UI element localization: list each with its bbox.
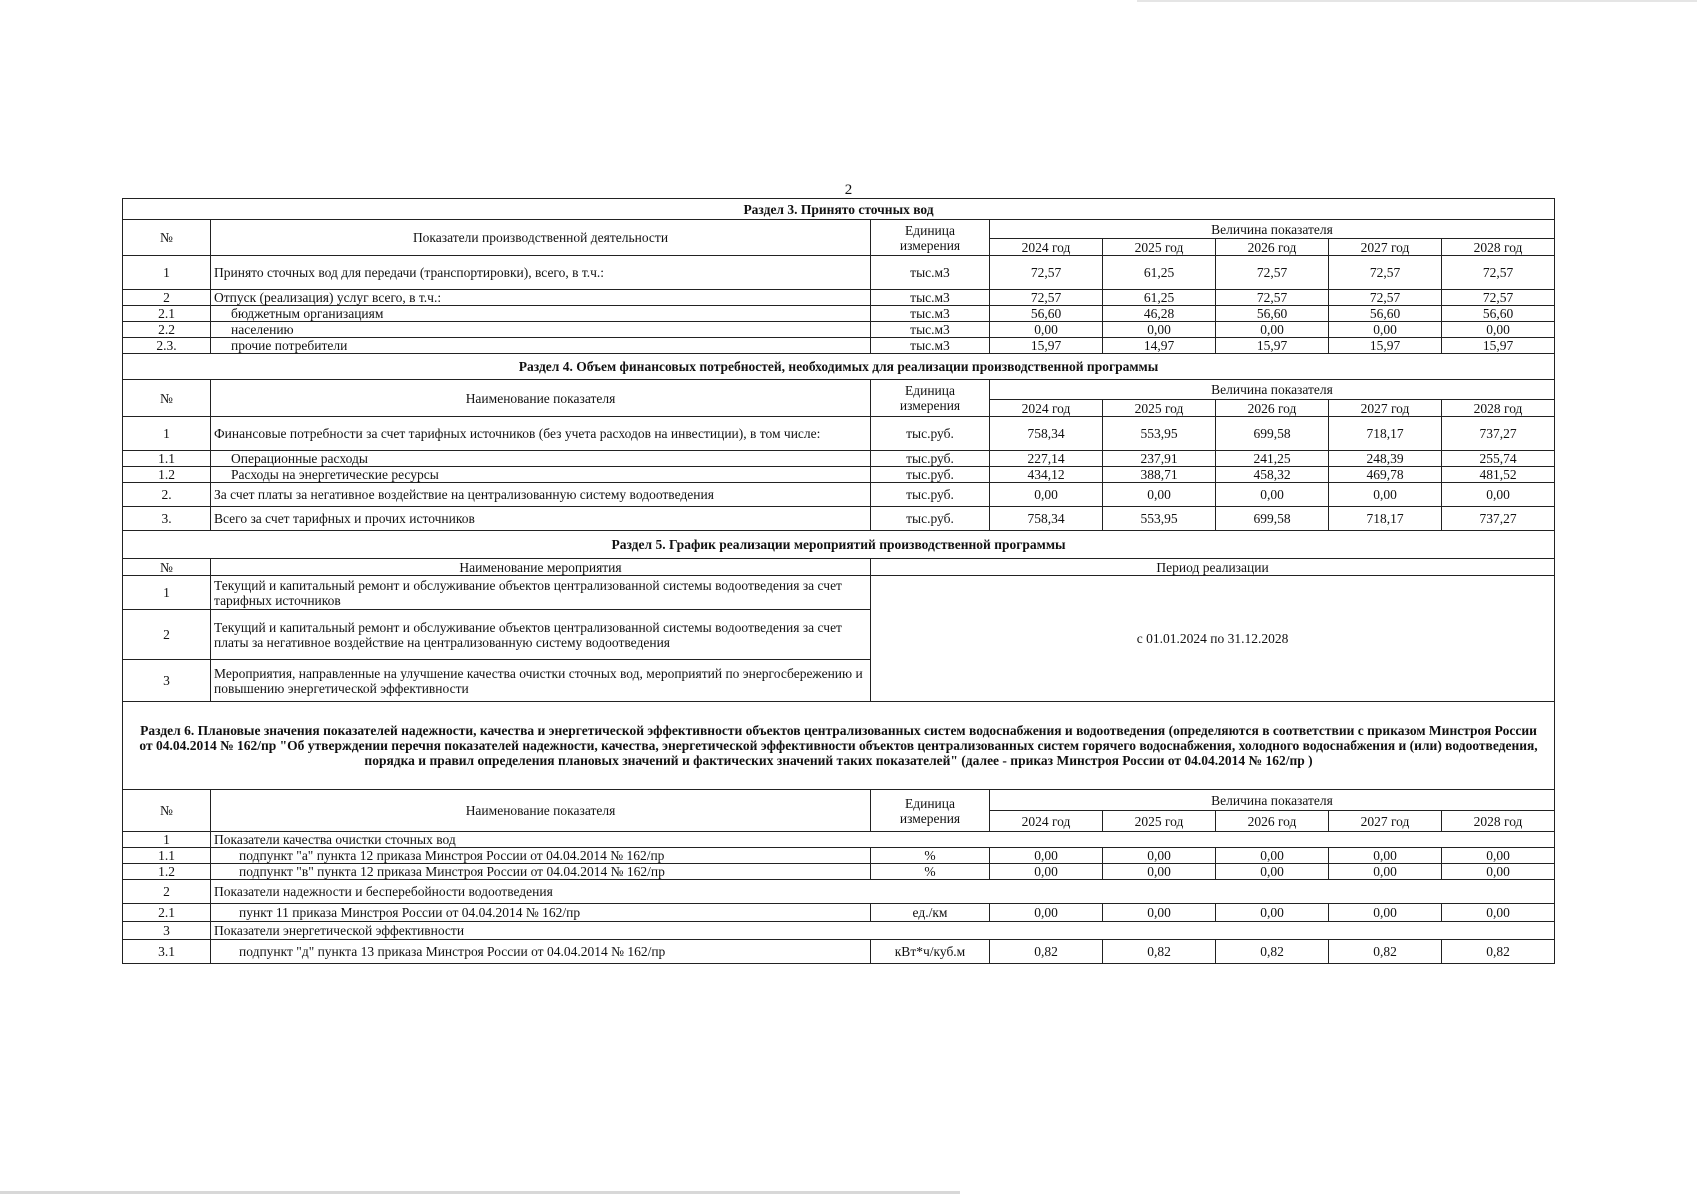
row-value: 248,39 bbox=[1329, 451, 1442, 467]
row-value: 0,00 bbox=[990, 904, 1103, 922]
column-header-year: 2024 год bbox=[990, 400, 1103, 417]
row-value: 56,60 bbox=[990, 306, 1103, 322]
row-value: 0,00 bbox=[1329, 864, 1442, 880]
row-value: 72,57 bbox=[990, 256, 1103, 290]
column-header-year: 2024 год bbox=[990, 811, 1103, 832]
row-value: 718,17 bbox=[1329, 507, 1442, 531]
table-row bbox=[123, 848, 1555, 864]
row-unit: тыс.руб. bbox=[871, 483, 990, 507]
s6-title: Раздел 6. Плановые значения показателей надежности, качества и энергетической эффективности объектов централизованных систем водоснабжения и водоотведения (определяются в соответствии с приказом Минстроя России от 04.04.2014 № 162/пр "Об утверждении перечня показателей надежности, качества, энергетической эффективности объектов централизованных систем горячего водоснабжения, холодного водоснабжения и (или) водоотведения, порядка и правил определения плановых значений и фактических значений таких показателей" (далее - приказ Минстроя России от 04.04.2014 № 162/пр ) bbox=[123, 702, 1555, 790]
table-row bbox=[123, 417, 1555, 451]
row-unit: тыс.м3 bbox=[871, 256, 990, 290]
row-value: 255,74 bbox=[1442, 451, 1555, 467]
row-number: 3.1 bbox=[123, 940, 211, 964]
column-header-year: 2028 год bbox=[1442, 400, 1555, 417]
column-header-year: 2025 год bbox=[1103, 239, 1216, 256]
row-value: 0,00 bbox=[1216, 322, 1329, 338]
row-number: 2 bbox=[123, 880, 211, 904]
table-body bbox=[123, 199, 1555, 964]
column-header-year: 2027 год bbox=[1329, 811, 1442, 832]
group-heading: Показатели качества очистки сточных вод bbox=[211, 832, 1555, 848]
row-name: Расходы на энергетические ресурсы bbox=[211, 467, 871, 483]
column-header-year: 2028 год bbox=[1442, 239, 1555, 256]
row-name: Операционные расходы bbox=[211, 451, 871, 467]
row-name: бюджетным организациям bbox=[211, 306, 871, 322]
row-value: 699,58 bbox=[1216, 417, 1329, 451]
row-value: 72,57 bbox=[1216, 256, 1329, 290]
row-number: 1.1 bbox=[123, 848, 211, 864]
row-number: 2 bbox=[123, 610, 211, 660]
table-row bbox=[123, 922, 1555, 940]
row-number: 3. bbox=[123, 507, 211, 531]
row-value: 56,60 bbox=[1329, 306, 1442, 322]
row-value: 0,82 bbox=[1103, 940, 1216, 964]
row-unit: % bbox=[871, 864, 990, 880]
table-row bbox=[123, 507, 1555, 531]
s4-header-row bbox=[123, 380, 1555, 400]
production-program-table bbox=[122, 198, 1555, 964]
row-number: 2.1 bbox=[123, 306, 211, 322]
row-name: Всего за счет тарифных и прочих источников bbox=[211, 507, 871, 531]
row-value: 72,57 bbox=[1329, 290, 1442, 306]
column-header-name: Наименование показателя bbox=[211, 380, 871, 417]
row-unit: тыс.руб. bbox=[871, 467, 990, 483]
row-value: 0,00 bbox=[1329, 848, 1442, 864]
table-row bbox=[123, 904, 1555, 922]
row-value: 737,27 bbox=[1442, 507, 1555, 531]
row-name: подпункт "д" пункта 13 приказа Минстроя России от 04.04.2014 № 162/пр bbox=[211, 940, 871, 964]
row-name: населению bbox=[211, 322, 871, 338]
row-value: 72,57 bbox=[1442, 290, 1555, 306]
row-value: 0,00 bbox=[990, 864, 1103, 880]
implementation-period: с 01.01.2024 по 31.12.2028 bbox=[871, 576, 1555, 702]
row-value: 481,52 bbox=[1442, 467, 1555, 483]
column-header-year: 2026 год bbox=[1216, 239, 1329, 256]
row-name: Отпуск (реализация) услуг всего, в т.ч.: bbox=[211, 290, 871, 306]
row-value: 0,00 bbox=[990, 483, 1103, 507]
column-header-name: Наименование показателя bbox=[211, 790, 871, 832]
column-header-name: Наименование мероприятия bbox=[211, 559, 871, 576]
row-value: 758,34 bbox=[990, 417, 1103, 451]
table-row bbox=[123, 940, 1555, 964]
column-header-year: 2025 год bbox=[1103, 400, 1216, 417]
column-header-name: Показатели производственной деятельности bbox=[211, 220, 871, 256]
row-value: 0,00 bbox=[1329, 483, 1442, 507]
column-header-unit: Единица измерения bbox=[871, 380, 990, 417]
row-value: 72,57 bbox=[1329, 256, 1442, 290]
column-header-unit: Единица измерения bbox=[871, 220, 990, 256]
row-value: 0,00 bbox=[1103, 864, 1216, 880]
s4-title-row bbox=[123, 354, 1555, 380]
table-row bbox=[123, 290, 1555, 306]
column-header-period: Период реализации bbox=[871, 559, 1555, 576]
table-row bbox=[123, 576, 1555, 610]
row-value: 0,00 bbox=[1216, 483, 1329, 507]
row-unit: тыс.м3 bbox=[871, 338, 990, 354]
row-value: 241,25 bbox=[1216, 451, 1329, 467]
s5-title: Раздел 5. График реализации мероприятий производственной программы bbox=[123, 531, 1555, 559]
column-header-year: 2028 год bbox=[1442, 811, 1555, 832]
row-number: 2 bbox=[123, 290, 211, 306]
row-name: прочие потребители bbox=[211, 338, 871, 354]
row-value: 758,34 bbox=[990, 507, 1103, 531]
column-header-year: 2025 год bbox=[1103, 811, 1216, 832]
row-value: 0,00 bbox=[1442, 322, 1555, 338]
row-value: 0,00 bbox=[1442, 848, 1555, 864]
row-name: Мероприятия, направленные на улучшение качества очистки сточных вод, мероприятий по энергосбережению и повышению энергетической эффективности bbox=[211, 660, 871, 702]
row-value: 737,27 bbox=[1442, 417, 1555, 451]
column-header-value: Величина показателя bbox=[990, 220, 1555, 239]
row-value: 15,97 bbox=[1329, 338, 1442, 354]
row-unit: тыс.руб. bbox=[871, 451, 990, 467]
row-number: 1 bbox=[123, 832, 211, 848]
table-row bbox=[123, 256, 1555, 290]
row-number: 1 bbox=[123, 256, 211, 290]
row-name: подпункт "в" пункта 12 приказа Минстроя России от 04.04.2014 № 162/пр bbox=[211, 864, 871, 880]
table-row bbox=[123, 322, 1555, 338]
s5-title-row bbox=[123, 531, 1555, 559]
row-value: 0,00 bbox=[1216, 904, 1329, 922]
column-header-no: № bbox=[123, 220, 211, 256]
row-value: 0,00 bbox=[1442, 483, 1555, 507]
table-row bbox=[123, 451, 1555, 467]
row-unit: кВт*ч/куб.м bbox=[871, 940, 990, 964]
column-header-year: 2027 год bbox=[1329, 400, 1442, 417]
row-unit: тыс.руб. bbox=[871, 507, 990, 531]
row-unit: тыс.м3 bbox=[871, 306, 990, 322]
row-value: 0,82 bbox=[1442, 940, 1555, 964]
column-header-year: 2026 год bbox=[1216, 811, 1329, 832]
row-value: 0,00 bbox=[1216, 864, 1329, 880]
row-number: 1.1 bbox=[123, 451, 211, 467]
scan-edge-top bbox=[1137, 0, 1697, 2]
row-value: 0,00 bbox=[1216, 848, 1329, 864]
row-value: 72,57 bbox=[990, 290, 1103, 306]
row-number: 3 bbox=[123, 922, 211, 940]
row-value: 56,60 bbox=[1216, 306, 1329, 322]
group-heading: Показатели энергетической эффективности bbox=[211, 922, 1555, 940]
column-header-no: № bbox=[123, 790, 211, 832]
row-number: 2. bbox=[123, 483, 211, 507]
column-header-unit: Единица измерения bbox=[871, 790, 990, 832]
row-value: 72,57 bbox=[1216, 290, 1329, 306]
row-value: 0,00 bbox=[1329, 904, 1442, 922]
row-value: 56,60 bbox=[1442, 306, 1555, 322]
row-value: 61,25 bbox=[1103, 256, 1216, 290]
row-value: 0,00 bbox=[1442, 864, 1555, 880]
row-unit: тыс.руб. bbox=[871, 417, 990, 451]
row-value: 0,00 bbox=[990, 848, 1103, 864]
row-number: 2.3. bbox=[123, 338, 211, 354]
s5-header-row bbox=[123, 559, 1555, 576]
row-name: Принято сточных вод для передачи (транспортировки), всего, в т.ч.: bbox=[211, 256, 871, 290]
row-number: 1 bbox=[123, 417, 211, 451]
row-value: 0,00 bbox=[1442, 904, 1555, 922]
s3-title: Раздел 3. Принято сточных вод bbox=[123, 199, 1555, 220]
row-value: 469,78 bbox=[1329, 467, 1442, 483]
row-number: 1 bbox=[123, 576, 211, 610]
row-value: 0,00 bbox=[1103, 848, 1216, 864]
row-value: 553,95 bbox=[1103, 417, 1216, 451]
row-name: пункт 11 приказа Минстроя России от 04.04.2014 № 162/пр bbox=[211, 904, 871, 922]
row-value: 434,12 bbox=[990, 467, 1103, 483]
row-value: 15,97 bbox=[1442, 338, 1555, 354]
column-header-value: Величина показателя bbox=[990, 380, 1555, 400]
row-value: 46,28 bbox=[1103, 306, 1216, 322]
column-header-year: 2024 год bbox=[990, 239, 1103, 256]
s3-title-row bbox=[123, 199, 1555, 220]
table-row bbox=[123, 483, 1555, 507]
group-heading: Показатели надежности и бесперебойности водоотведения bbox=[211, 880, 1555, 904]
row-value: 0,00 bbox=[1103, 904, 1216, 922]
row-name: Текущий и капитальный ремонт и обслуживание объектов централизованной системы водоотведения за счет платы за негативное воздействие на централизованную систему водоотведения bbox=[211, 610, 871, 660]
s6-title-row bbox=[123, 702, 1555, 790]
row-value: 553,95 bbox=[1103, 507, 1216, 531]
row-value: 0,82 bbox=[1216, 940, 1329, 964]
row-value: 699,58 bbox=[1216, 507, 1329, 531]
row-value: 0,00 bbox=[1103, 483, 1216, 507]
page-number: 2 bbox=[844, 182, 853, 198]
row-number: 2.2 bbox=[123, 322, 211, 338]
row-number: 1.2 bbox=[123, 864, 211, 880]
row-value: 72,57 bbox=[1442, 256, 1555, 290]
row-name: подпункт "а" пункта 12 приказа Минстроя России от 04.04.2014 № 162/пр bbox=[211, 848, 871, 864]
column-header-year: 2027 год bbox=[1329, 239, 1442, 256]
row-number: 2.1 bbox=[123, 904, 211, 922]
scan-edge-bottom bbox=[0, 1191, 960, 1194]
s4-title: Раздел 4. Объем финансовых потребностей, необходимых для реализации производственной программы bbox=[123, 354, 1555, 380]
row-value: 718,17 bbox=[1329, 417, 1442, 451]
row-value: 15,97 bbox=[1216, 338, 1329, 354]
table-row bbox=[123, 467, 1555, 483]
row-unit: % bbox=[871, 848, 990, 864]
row-number: 3 bbox=[123, 660, 211, 702]
row-unit: тыс.м3 bbox=[871, 322, 990, 338]
s6-header-row bbox=[123, 790, 1555, 811]
row-value: 0,82 bbox=[1329, 940, 1442, 964]
table-row bbox=[123, 880, 1555, 904]
table-row bbox=[123, 864, 1555, 880]
row-value: 0,00 bbox=[990, 322, 1103, 338]
s3-header-row bbox=[123, 220, 1555, 239]
row-value: 388,71 bbox=[1103, 467, 1216, 483]
column-header-no: № bbox=[123, 559, 211, 576]
column-header-no: № bbox=[123, 380, 211, 417]
row-unit: ед./км bbox=[871, 904, 990, 922]
column-header-value: Величина показателя bbox=[990, 790, 1555, 811]
row-value: 61,25 bbox=[1103, 290, 1216, 306]
table-row bbox=[123, 306, 1555, 322]
row-value: 227,14 bbox=[990, 451, 1103, 467]
table-row bbox=[123, 338, 1555, 354]
row-value: 0,82 bbox=[990, 940, 1103, 964]
row-name: Текущий и капитальный ремонт и обслуживание объектов централизованной системы водоотведения за счет тарифных источников bbox=[211, 576, 871, 610]
row-name: За счет платы за негативное воздействие на централизованную систему водоотведения bbox=[211, 483, 871, 507]
row-name: Финансовые потребности за счет тарифных источников (без учета расходов на инвестиции), в том числе: bbox=[211, 417, 871, 451]
row-unit: тыс.м3 bbox=[871, 290, 990, 306]
row-value: 15,97 bbox=[990, 338, 1103, 354]
row-value: 0,00 bbox=[1329, 322, 1442, 338]
column-header-year: 2026 год bbox=[1216, 400, 1329, 417]
row-value: 458,32 bbox=[1216, 467, 1329, 483]
row-number: 1.2 bbox=[123, 467, 211, 483]
row-value: 0,00 bbox=[1103, 322, 1216, 338]
table-row bbox=[123, 832, 1555, 848]
row-value: 14,97 bbox=[1103, 338, 1216, 354]
row-value: 237,91 bbox=[1103, 451, 1216, 467]
